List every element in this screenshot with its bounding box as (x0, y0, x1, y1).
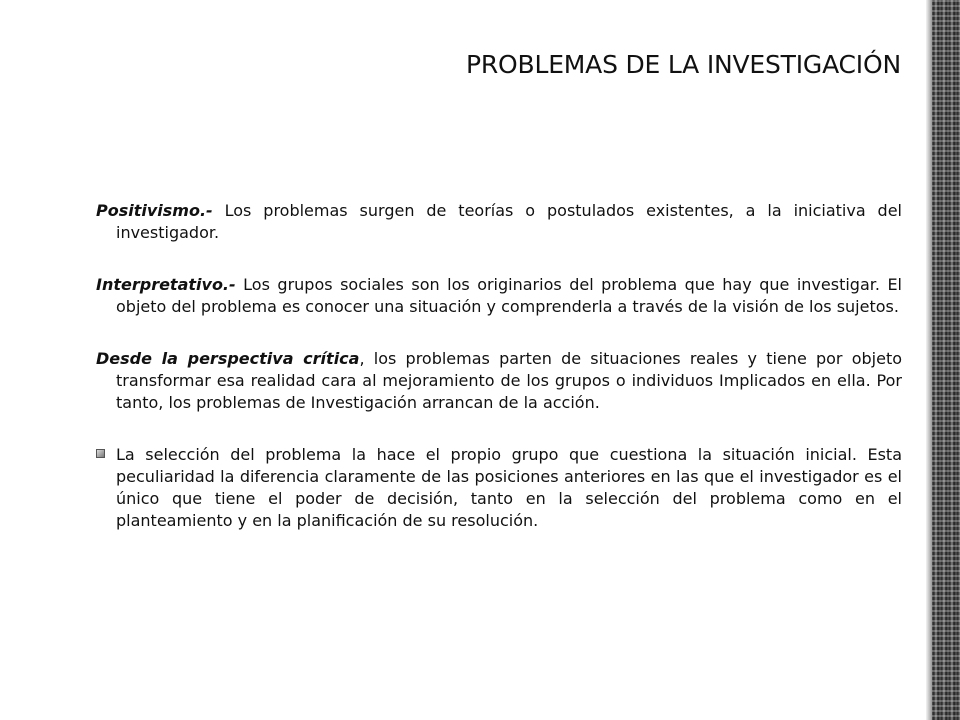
paragraph-text: Los problemas surgen de teorías o postulados existentes, a la iniciativa del investigador. (116, 201, 902, 242)
term-positivismo: Positivismo.- (96, 201, 213, 220)
bullet-item (96, 444, 902, 532)
paragraph-text: , los problemas parten de situaciones reales y tiene por objeto transformar esa realidad cara al mejoramiento de los grupos o individuos Implicados en ella. Por tanto, los problemas de Investigación arrancan de la acción. (116, 349, 903, 412)
term-critica: Desde la perspectiva crítica (96, 349, 360, 368)
paragraph-interpretativo (96, 274, 902, 318)
square-bullet-icon (96, 449, 105, 458)
slide-title: PROBLEMAS DE LA INVESTIGACIÓN (466, 50, 901, 79)
decorative-edge-strip (926, 0, 960, 720)
edge-highlight (926, 0, 932, 720)
slide-body (96, 200, 902, 532)
paragraph-positivismo (96, 200, 902, 244)
term-interpretativo: Interpretativo.- (96, 275, 236, 294)
paragraph-critica (96, 348, 902, 414)
bullet-text: La selección del problema la hace el propio grupo que cuestiona la situación inicial. Esta peculiaridad la diferencia claramente de las posiciones anteriores en las que el investigador es el único que tiene el poder de decisión, tanto en la selección del problema como en el planteamiento y en la planificación de su resolución. (116, 445, 902, 530)
paragraph-text: Los grupos sociales son los originarios del problema que hay que investigar. El objeto del problema es conocer una situación y comprenderla a través de la visión de los sujetos. (116, 275, 902, 316)
